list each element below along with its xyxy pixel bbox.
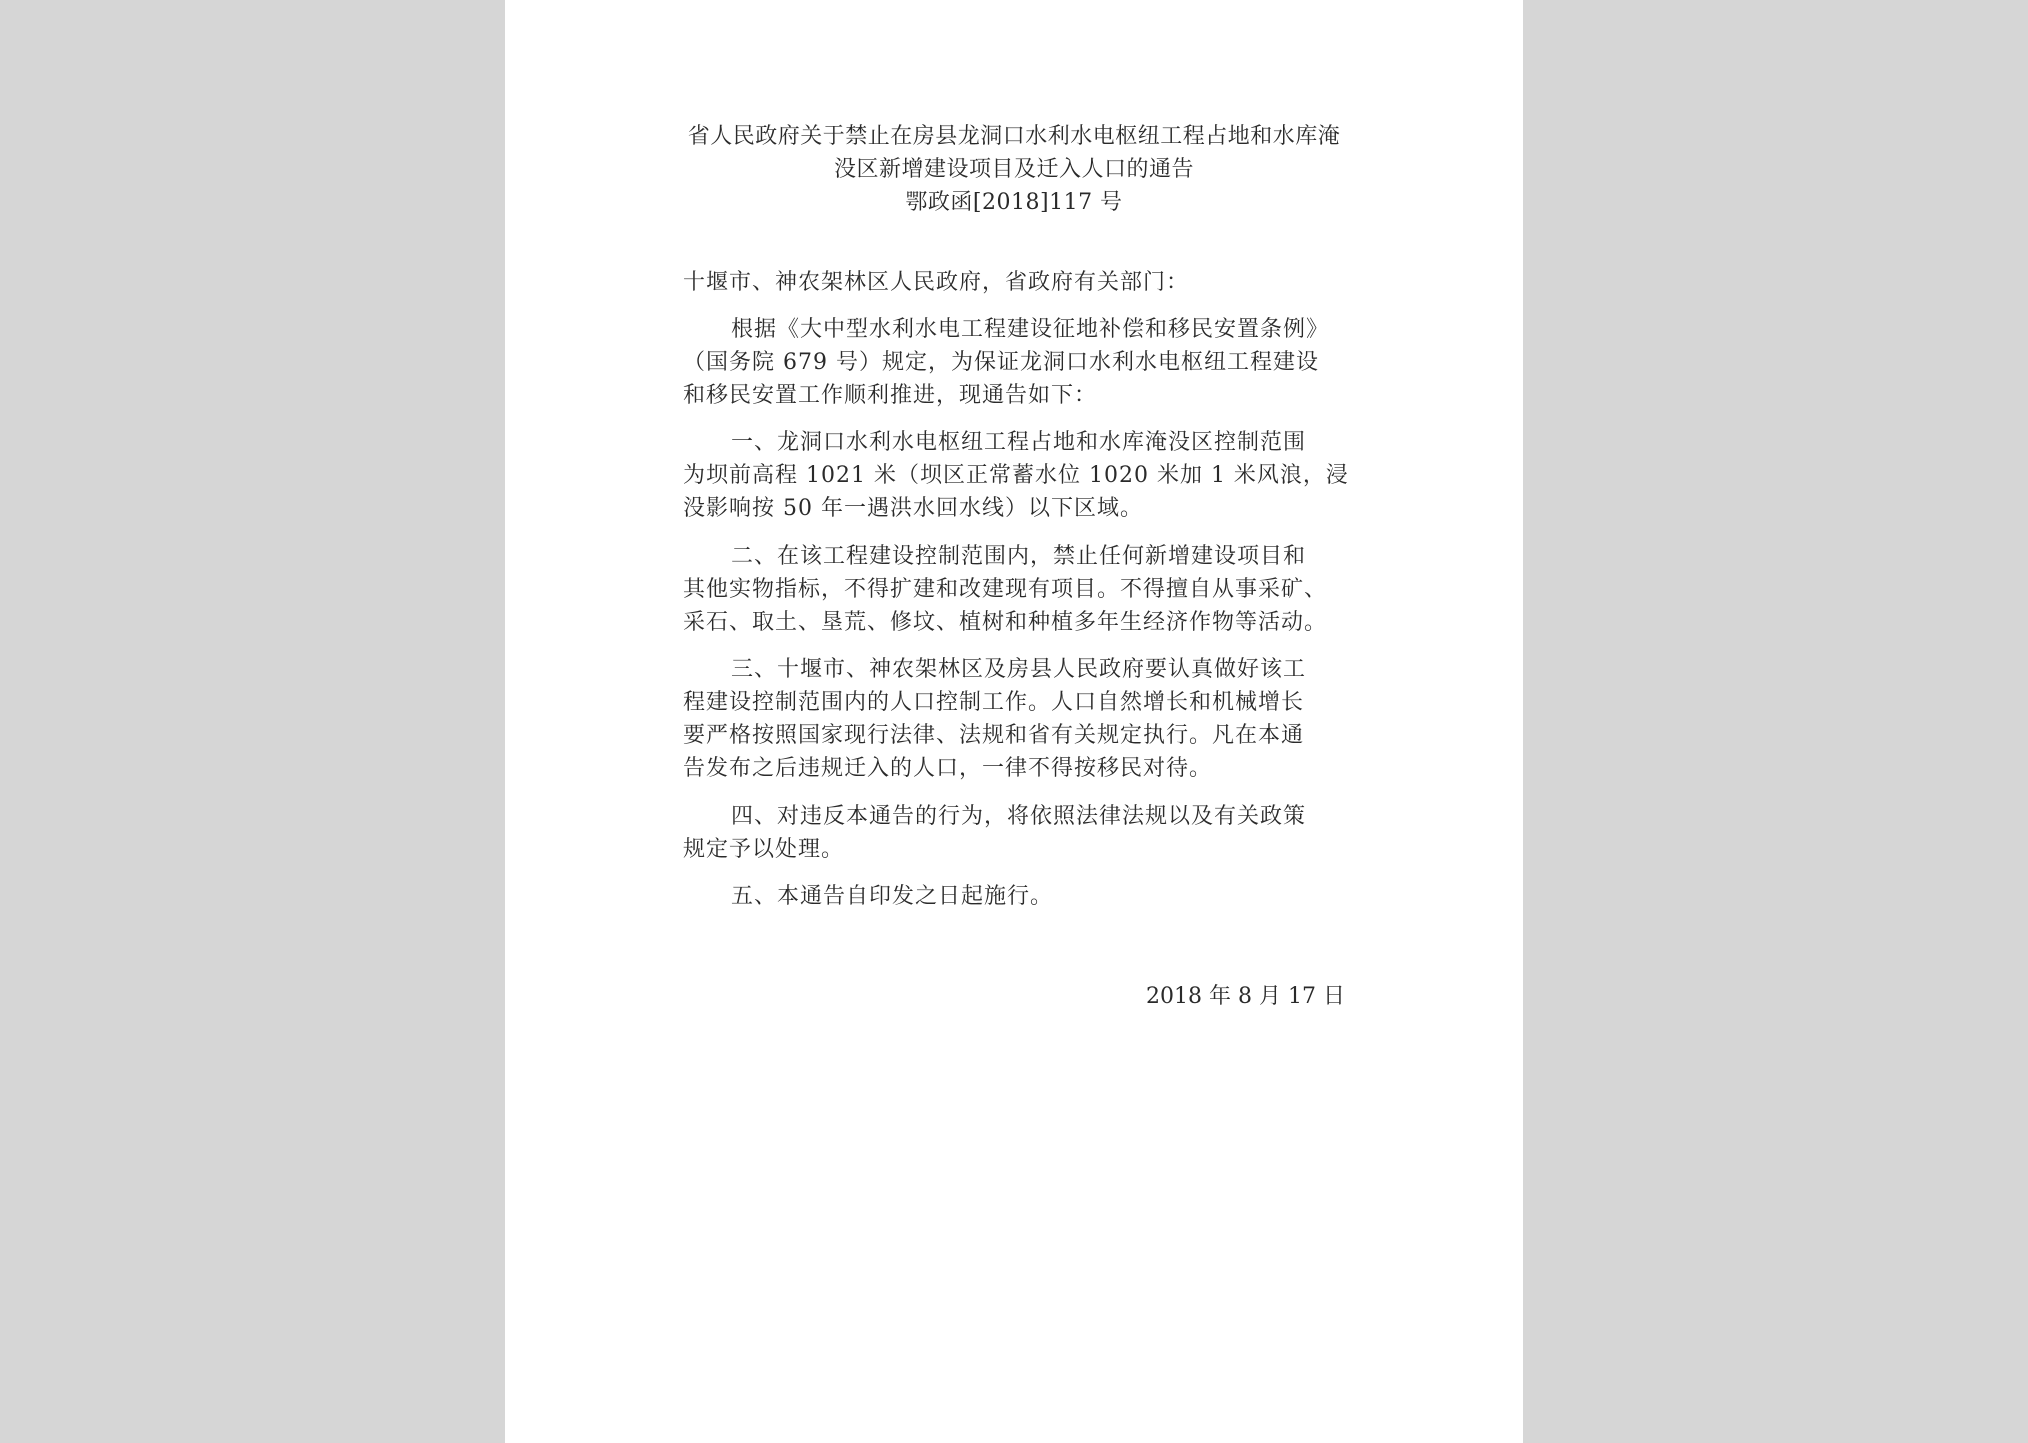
paragraph-line: 要严格按照国家现行法律、法规和省有关规定执行。凡在本通: [683, 723, 1305, 748]
paragraph-line: 没影响按 50 年一遇洪水回水线）以下区域。: [683, 496, 1143, 521]
document-date: 2018 年 8 月 17 日: [1146, 984, 1345, 1009]
paragraph-line: 根据《大中型水利水电工程建设征地补偿和移民安置条例》: [731, 317, 1330, 342]
paragraph-item-2: [683, 540, 1348, 639]
paragraph-item-1: [683, 426, 1348, 525]
paragraph-item-4: [683, 800, 1348, 866]
paragraph-line: 规定予以处理。: [683, 837, 845, 862]
document-title-line-1: 省人民政府关于禁止在房县龙洞口水利水电枢纽工程占地和水库淹: [687, 124, 1341, 149]
paragraph-line: （国务院 679 号）规定，为保证龙洞口水利水电枢纽工程建设: [683, 350, 1319, 375]
document-title-line-2: 没区新增建设项目及迁入人口的通告: [833, 157, 1194, 182]
paragraph-line: 其他实物指标，不得扩建和改建现有项目。不得擅自从事采矿、: [683, 577, 1328, 602]
paragraph-line: 二、在该工程建设控制范围内，禁止任何新增建设项目和: [731, 544, 1307, 569]
addressee: 十堰市、神农架林区人民政府，省政府有关部门：: [683, 270, 1190, 295]
paragraph-line: 程建设控制范围内的人口控制工作。人口自然增长和机械增长: [683, 690, 1305, 715]
document-number: 鄂政函[2018]117 号: [905, 190, 1123, 215]
document-page: [505, 0, 1523, 1443]
paragraph-line: 一、龙洞口水利水电枢纽工程占地和水库淹没区控制范围: [731, 430, 1307, 455]
paragraph-line: 三、十堰市、神农架林区及房县人民政府要认真做好该工: [731, 657, 1307, 682]
paragraph-line: 五、本通告自印发之日起施行。: [731, 884, 1054, 909]
paragraph-item-3: [683, 653, 1348, 785]
paragraph-line: 为坝前高程 1021 米（坝区正常蓄水位 1020 米加 1 米风浪，浸: [683, 463, 1349, 488]
paragraph-line: 告发布之后违规迁入的人口，一律不得按移民对待。: [683, 756, 1213, 781]
paragraph-line: 采石、取土、垦荒、修坟、植树和种植多年生经济作物等活动。: [683, 610, 1328, 635]
paragraph-preamble: [683, 313, 1348, 412]
paragraph-item-5: [683, 880, 1348, 913]
paragraph-line: 四、对违反本通告的行为，将依照法律法规以及有关政策: [731, 804, 1307, 829]
paragraph-line: 和移民安置工作顺利推进，现通告如下：: [683, 383, 1098, 408]
